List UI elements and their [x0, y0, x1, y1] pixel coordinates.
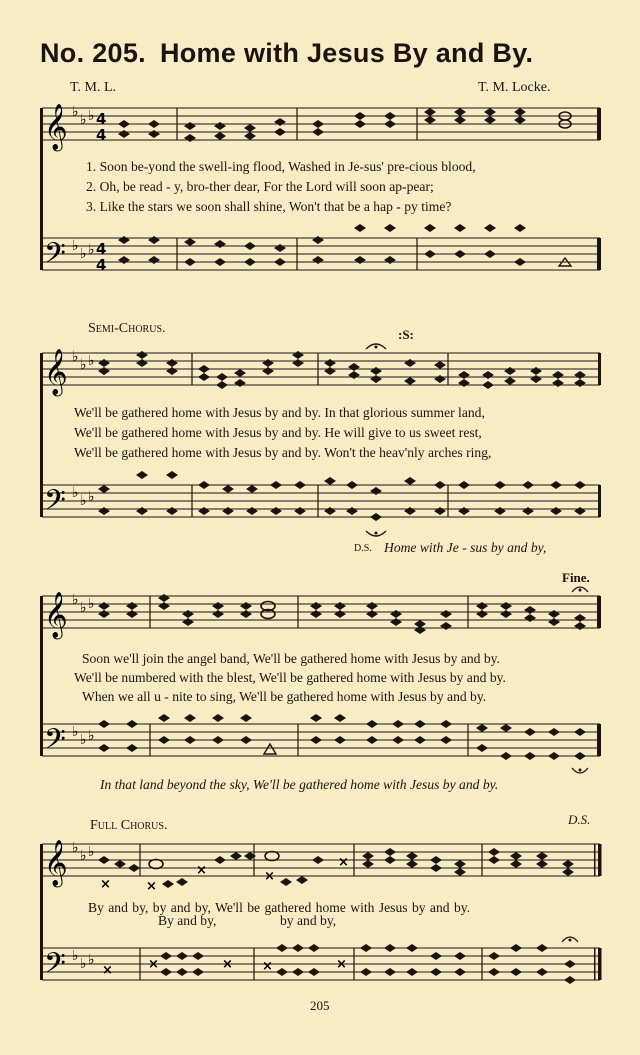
semi-chorus-label: Semi-Chorus. — [88, 321, 166, 336]
svg-text:×: × — [222, 957, 233, 972]
svg-text:×: × — [262, 959, 273, 974]
svg-text:♭: ♭ — [88, 952, 95, 968]
svg-text:♭: ♭ — [88, 596, 95, 612]
svg-text:♭: ♭ — [72, 592, 79, 608]
fine-mark: Fine. — [562, 570, 590, 585]
s3-verse-2: We'll be numbered with the blest, We'll be gathered home with Jesus by and by. — [74, 670, 506, 685]
s3-verse-1: Soon we'll join the angel band, We'll be gathered home with Jesus by and by. — [82, 651, 500, 666]
svg-text:×: × — [102, 963, 113, 978]
s4-lyric-lower-2: by and by, — [280, 913, 337, 928]
svg-text:𝄢: 𝄢 — [44, 237, 66, 277]
hymn-title-line — [40, 38, 533, 69]
svg-text:4: 4 — [96, 126, 107, 144]
svg-text:♭: ♭ — [80, 848, 87, 864]
s1-verse-2: 2. Oh, be read - y, bro-ther dear, For the Lord will soon ap-pear; — [86, 179, 434, 194]
svg-text:♭: ♭ — [72, 948, 79, 964]
svg-text:♭: ♭ — [88, 728, 95, 744]
svg-text:♭: ♭ — [88, 242, 95, 258]
s2-verse-1: We'll be gathered home with Jesus by and by. In that glorious summer land, — [74, 405, 485, 420]
svg-text:♭: ♭ — [80, 493, 87, 509]
svg-text:𝄢: 𝄢 — [44, 947, 66, 987]
ds-mark-1: D.S. — [354, 543, 372, 554]
hymn-title: Home with Jesus By and By. — [159, 38, 534, 68]
svg-text:×: × — [196, 863, 207, 878]
svg-text:𝄞: 𝄞 — [44, 349, 68, 395]
words-credit: T. M. L. — [70, 80, 117, 95]
svg-text:♭: ♭ — [80, 956, 87, 972]
svg-text:♭: ♭ — [88, 489, 95, 505]
svg-text:♭: ♭ — [80, 357, 87, 373]
s2-verse-3: We'll be gathered home with Jesus by and by. Won't the heav'nly arches ring, — [74, 445, 492, 460]
svg-text:♭: ♭ — [72, 238, 79, 254]
page-number: 205 — [310, 998, 330, 1013]
svg-text:♭: ♭ — [72, 840, 79, 856]
s1-verse-3: 3. Like the stars we soon shall shine, Won't that be a hap - py time? — [86, 199, 452, 214]
svg-text:𝄢: 𝄢 — [44, 484, 66, 524]
svg-text:♭: ♭ — [80, 246, 87, 262]
s4-lyric-lower-1: By and by, — [158, 913, 217, 928]
svg-text:4: 4 — [96, 240, 107, 258]
svg-text:♭: ♭ — [80, 732, 87, 748]
s3-bass-text: In that land beyond the sky, We'll be gathered home with Jesus by and by. — [100, 777, 499, 792]
s3-verse-3: When we all u - nite to sing, We'll be gathered home with Jesus by and by. — [82, 689, 487, 704]
svg-text:𝄢: 𝄢 — [44, 723, 66, 763]
ds-bass-text: Home with Je - sus by and by, — [384, 540, 547, 555]
svg-text:×: × — [100, 877, 111, 892]
svg-text:♭: ♭ — [88, 844, 95, 860]
svg-text:×: × — [336, 957, 347, 972]
svg-text:𝄞: 𝄞 — [44, 104, 68, 150]
svg-text:♭: ♭ — [72, 724, 79, 740]
segno-sign: :S: — [398, 327, 414, 342]
s1-verse-1: 1. Soon be-yond the swell-ing flood, Washed in Je-sus' pre-cious blood, — [86, 159, 476, 174]
svg-text:×: × — [148, 957, 159, 972]
s2-verse-2: We'll be gathered home with Jesus by and by. He will give to us sweet rest, — [74, 425, 482, 440]
svg-text:♭: ♭ — [88, 108, 95, 124]
svg-text:♭: ♭ — [80, 112, 87, 128]
svg-text:♭: ♭ — [88, 353, 95, 369]
svg-text:×: × — [338, 855, 349, 870]
ds-mark-2: D.S. — [568, 812, 591, 827]
full-chorus-label: Full Chorus. — [90, 818, 168, 833]
music-credit: T. M. Locke. — [478, 80, 551, 95]
svg-text:♭: ♭ — [72, 485, 79, 501]
svg-text:×: × — [146, 879, 157, 894]
svg-text:♭: ♭ — [72, 349, 79, 365]
hymn-number: No. 205. — [40, 38, 146, 68]
svg-text:𝄞: 𝄞 — [44, 840, 68, 886]
s4-lyric-upper: By and by, by and by, We'll be gathered home with Jesus by and by. — [88, 900, 471, 915]
svg-text:4: 4 — [96, 110, 107, 128]
svg-text:𝄞: 𝄞 — [44, 592, 68, 638]
svg-text:4: 4 — [96, 256, 107, 274]
svg-text:×: × — [264, 869, 275, 884]
svg-text:♭: ♭ — [72, 104, 79, 120]
svg-text:♭: ♭ — [80, 600, 87, 616]
